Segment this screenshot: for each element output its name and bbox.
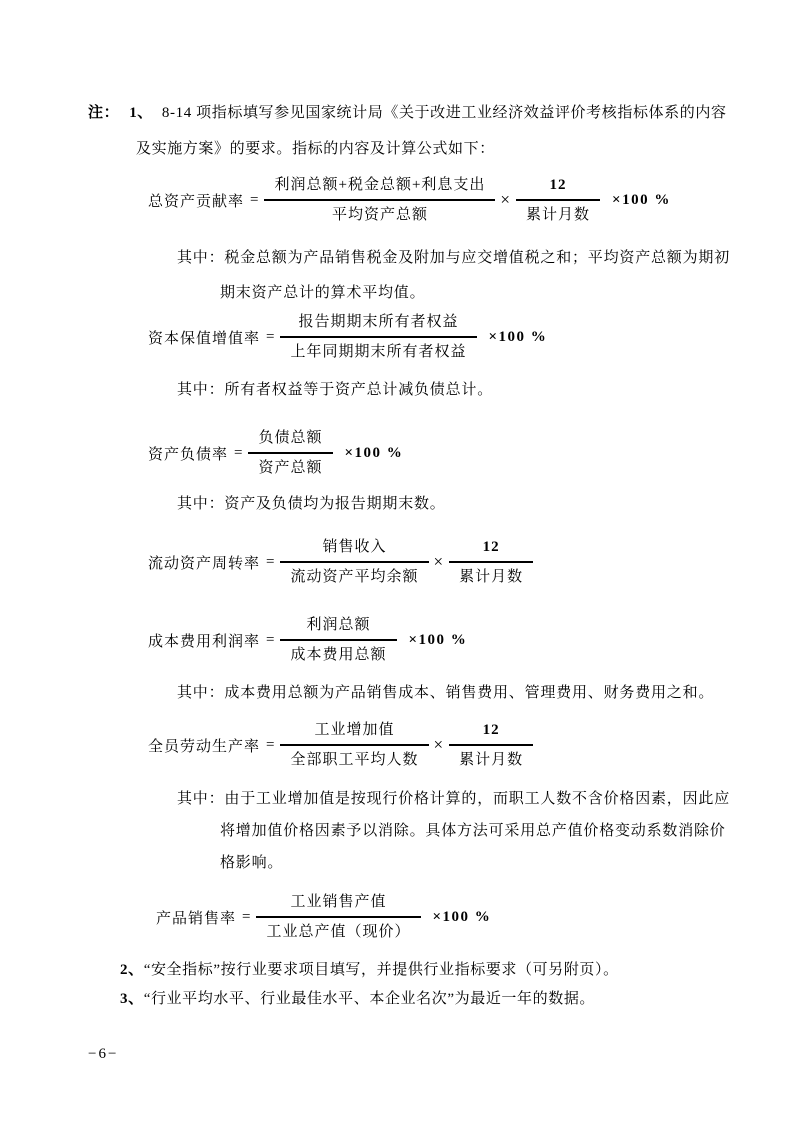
note-item-2 <box>120 960 619 980</box>
formula-total-asset-contribution-rate <box>148 175 671 225</box>
formula-current-asset-turnover-rate <box>148 537 533 587</box>
formula-product-sales-rate <box>156 892 491 942</box>
months-fraction <box>449 537 533 587</box>
equals-sign: = <box>234 444 244 461</box>
months-denominator: 累计月数 <box>459 752 524 768</box>
note-intro-line-1 <box>88 103 727 123</box>
equals-sign: = <box>266 736 276 753</box>
note-intro-line-2: 及实施方案》的要求。指标的内容及计算公式如下： <box>136 141 495 157</box>
page-number: −6− <box>88 1046 119 1062</box>
times-100-percent: ×100 % <box>488 328 548 345</box>
months-denominator: 累计月数 <box>459 569 524 585</box>
formula-label: 总资产贡献率 <box>148 193 245 210</box>
fraction-numerator: 报告期期末所有者权益 <box>280 312 476 338</box>
formula-asset-liability-ratio <box>148 428 403 478</box>
fraction-numerator: 工业增加值 <box>280 720 428 746</box>
multiply-sign: × <box>500 190 511 209</box>
main-fraction <box>280 720 428 770</box>
main-fraction <box>264 175 495 225</box>
formula-labor-productivity-rate <box>148 720 533 770</box>
item-3-number: 3、 <box>120 991 144 1007</box>
times-100-percent: ×100 % <box>344 444 404 461</box>
fraction-denominator: 工业总产值（现价） <box>266 924 411 940</box>
formula-1-note-line-2: 期末资产总计的算术平均值。 <box>220 285 426 301</box>
times-100-percent: ×100 % <box>432 908 492 925</box>
equals-sign: = <box>250 191 260 208</box>
formula-5-note-line-1: 其中：成本费用总额为产品销售成本、销售费用、管理费用、财务费用之和。 <box>177 685 715 701</box>
fraction-numerator: 销售收入 <box>280 537 428 563</box>
fraction-numerator: 负债总额 <box>248 428 332 454</box>
formula-6-note-line-1: 其中：由于工业增加值是按现行价格计算的，而职工人数不含价格因素，因此应 <box>177 791 731 807</box>
months-numerator: 12 <box>449 720 533 746</box>
formula-2-note-line-1: 其中：所有者权益等于资产总计减负债总计。 <box>177 382 494 398</box>
fraction-denominator: 资产总额 <box>258 460 323 476</box>
main-fraction <box>280 537 428 587</box>
fraction-denominator: 平均资产总额 <box>331 207 428 223</box>
equals-sign: = <box>266 631 276 648</box>
formula-6-note-line-2: 将增加值价格因素予以消除。具体方法可采用总产值价格变动系数消除价 <box>220 823 726 839</box>
note-item-3 <box>120 989 595 1009</box>
item-1-text-line-1: 8-14 项指标填写参见国家统计局《关于改进工业经济效益评价考核指标体系的内容 <box>161 105 727 121</box>
main-fraction <box>256 892 420 942</box>
formula-label: 资产负债率 <box>148 446 229 463</box>
formula-label: 成本费用利润率 <box>148 633 261 650</box>
formula-label: 产品销售率 <box>156 910 237 927</box>
formula-6-note-line-3: 格影响。 <box>220 855 284 871</box>
fraction-numerator: 利润总额 <box>280 615 396 641</box>
equals-sign: = <box>266 553 276 570</box>
formula-1-note-line-1: 其中：税金总额为产品销售税金及附加与应交增值税之和；平均资产总额为期初 <box>177 250 731 266</box>
note-label: 注： <box>88 105 120 121</box>
equals-sign: = <box>242 908 252 925</box>
formula-cost-expense-profit-rate <box>148 615 467 665</box>
main-fraction <box>280 615 396 665</box>
formula-label: 资本保值增值率 <box>148 330 261 347</box>
fraction-denominator: 成本费用总额 <box>290 647 387 663</box>
item-1-number: 1、 <box>129 105 153 121</box>
formula-label: 流动资产周转率 <box>148 555 261 572</box>
fraction-denominator: 上年同期期末所有者权益 <box>290 344 467 360</box>
months-numerator: 12 <box>449 537 533 563</box>
months-numerator: 12 <box>516 175 600 201</box>
fraction-denominator: 流动资产平均余额 <box>290 569 419 585</box>
fraction-numerator: 利润总额+税金总额+利息支出 <box>264 175 495 201</box>
multiply-sign: × <box>433 735 445 754</box>
times-100-percent: ×100 % <box>408 631 468 648</box>
main-fraction <box>280 312 476 362</box>
item-2-number: 2、 <box>120 962 144 978</box>
months-denominator: 累计月数 <box>526 207 591 223</box>
months-fraction <box>449 720 533 770</box>
fraction-numerator: 工业销售产值 <box>256 892 420 918</box>
main-fraction <box>248 428 332 478</box>
equals-sign: = <box>266 328 276 345</box>
formula-3-note-line-1: 其中：资产及负债均为报告期期末数。 <box>177 496 446 512</box>
formula-capital-preservation-rate <box>148 312 547 362</box>
months-fraction <box>516 175 600 225</box>
multiply-sign: × <box>433 552 445 571</box>
item-3-text: “行业平均水平、行业最佳水平、本企业名次”为最近一年的数据。 <box>143 991 596 1007</box>
formula-label: 全员劳动生产率 <box>148 738 261 755</box>
item-2-text: “安全指标”按行业要求项目填写，并提供行业指标要求（可另附页）。 <box>143 962 619 978</box>
fraction-denominator: 全部职工平均人数 <box>290 752 419 768</box>
times-100-percent: ×100 % <box>612 191 671 208</box>
